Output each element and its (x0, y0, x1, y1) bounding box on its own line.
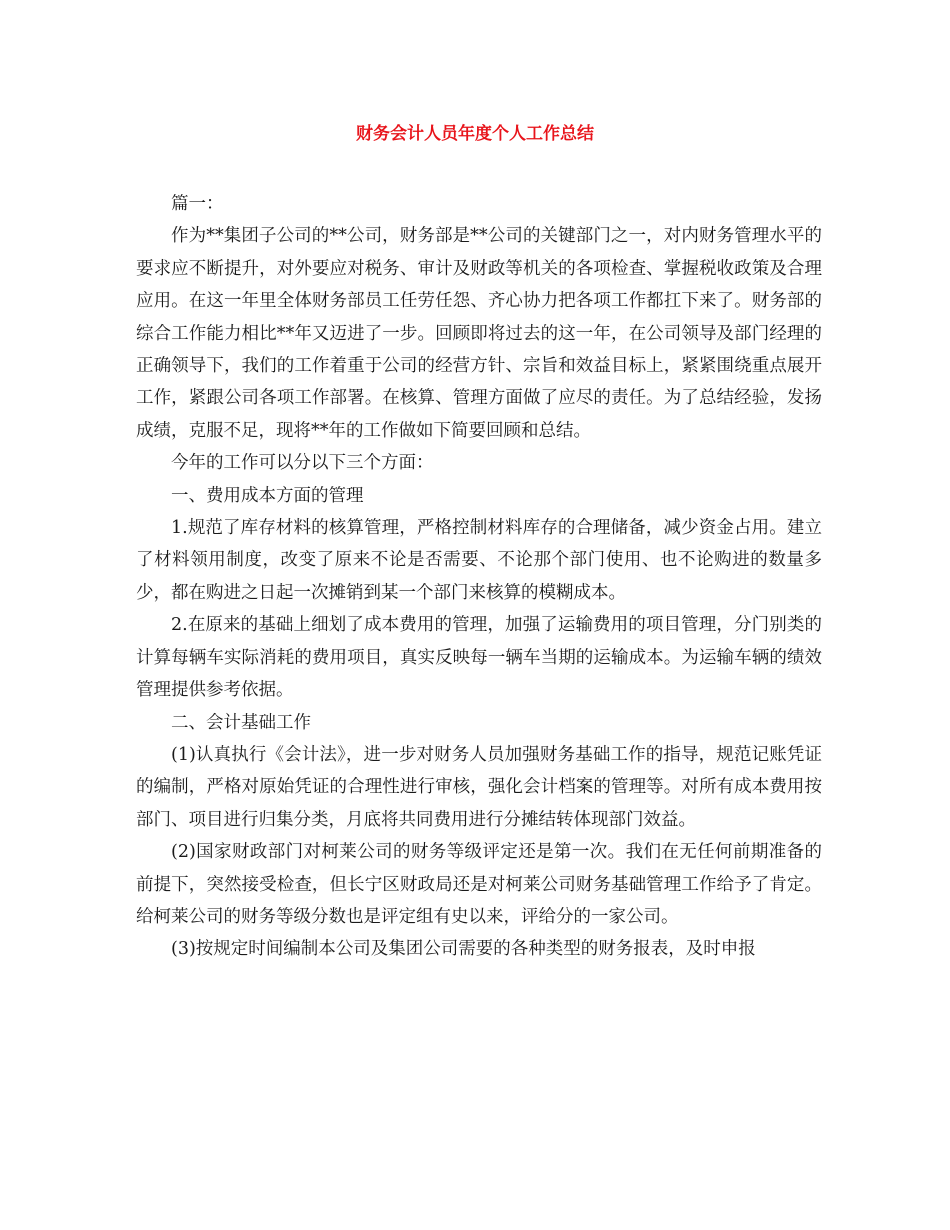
section-heading: 篇一： (171, 194, 224, 214)
document-body (136, 188, 822, 966)
list-item-paragraph: 2.在原来的基础上细划了成本费用的管理，加强了运输费用的项目管理，分门别类的计算每辆车实际消耗的费用项目，真实反映每一辆车当期的运输成本。为运输车辆的绩效管理提供参考依据。 (136, 615, 822, 701)
list-item-paragraph: 1.规范了库存材料的核算管理，严格控制材料库存的合理储备，减少资金占用。建立了材料领用制度，改变了原来不论是否需要、不论那个部门使用、也不论购进的数量多少，都在购进之日起一次摊销到某一个部门来核算的模糊成本。 (136, 518, 822, 603)
subsection-heading: 二、会计基础工作 (171, 712, 311, 733)
intro-paragraph: 作为**集团子公司的**公司，财务部是**公司的关键部门之一，对内财务管理水平的要求应不断提升，对外要应对税务、审计及财政等机关的各项检查、掌握税收政策及合理应用。在这一年里全体财务部员工任劳任怨、齐心协力把各项工作都扛下来了。财务部的综合工作能力相比**年又迈进了一步。回顾即将过去的这一年，在公司领导及部门经理的正确领导下，我们的工作着重于公司的经营方针、宗旨和效益目标上，紧紧围绕重点展开工作，紧跟公司各项工作部署。在核算、管理方面做了应尽的责任。为了总结经验，发扬成绩，克服不足，现将**年的工作做如下简要回顾和总结。 (136, 226, 822, 441)
list-item-paragraph: (3)按规定时间编制本公司及集团公司需要的各种类型的财务报表，及时申报 (171, 939, 756, 960)
subsection-heading: 一、费用成本方面的管理 (171, 485, 364, 506)
list-item-paragraph: (1)认真执行《会计法》，进一步对财务人员加强财务基础工作的指导，规范记账凭证的编制，严格对原始凭证的合理性进行审核，强化会计档案的管理等。对所有成本费用按部门、项目进行归集分类，月底将共同费用进行分摊结转体现部门效益。 (136, 744, 822, 830)
list-item-paragraph: (2)国家财政部门对柯莱公司的财务等级评定还是第一次。我们在无任何前期准备的前提下，突然接受检查，但长宁区财政局还是对柯莱公司财务基础管理工作给予了肯定。给柯莱公司的财务等级分数也是评定组有史以来，评给分的一家公司。 (136, 842, 822, 927)
document-title: 财务会计人员年度个人工作总结 (356, 124, 594, 144)
overview-paragraph: 今年的工作可以分以下三个方面： (171, 453, 434, 474)
